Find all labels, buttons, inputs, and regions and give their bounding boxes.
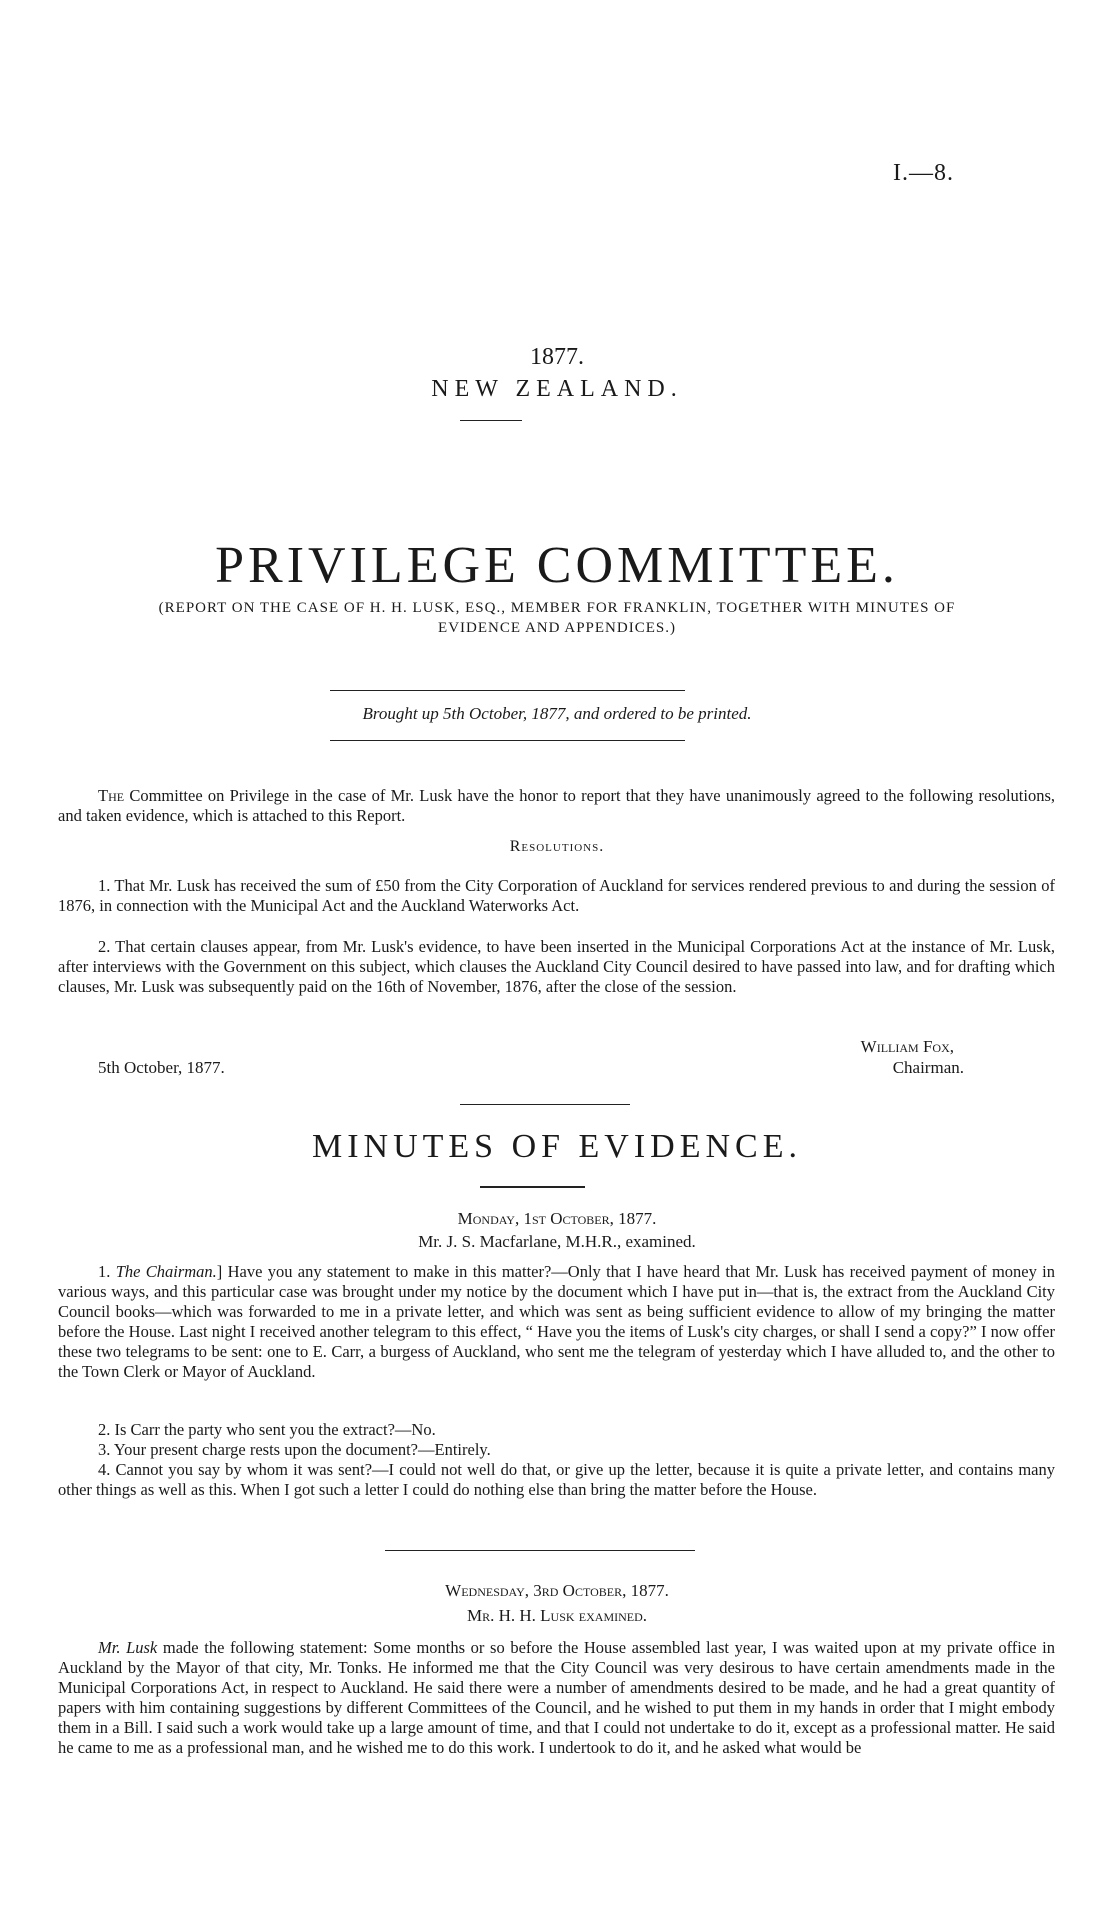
year: 1877.: [530, 344, 584, 370]
document-title: PRIVILEGE COMMITTEE.: [215, 537, 899, 594]
report-date: 5th October, 1877.: [98, 1058, 225, 1077]
evidence-question: 4. Cannot you say by whom it was sent?—I could not well do that, or give up the letter, because it is quite a private letter, and contains many other things as well as this. When I got such a letter I could do nothing else than bring the matter before the House.: [58, 1460, 1055, 1499]
intro-lead: The: [98, 786, 125, 805]
minutes-heading: MINUTES OF EVIDENCE.: [311, 1128, 803, 1165]
statement-text: made the following statement: Some months or so before the House assembled last year, I was waited upon at my private office in Auckland by the Mayor of that city, Mr. Tonks. He informed me that the City Council was very desirous to have certain amendments made in the Municipal Corporations Act, in respect to Auckland. He said there were a number of amendments desired to be made, and he had a great quantity of papers with him containing suggestions by different Committees of the Council, and he wished to put them in my hands in order that I might embody them in a Bill. I said such a work would take up a large amount of time, and that I could not undertake to do it, except as a professional matter. He said he came to me as a professional man, and he wished me to do this work. I undertook to do it, and he asked what would be: [58, 1638, 1055, 1757]
report-intro: [58, 786, 1055, 826]
question-speaker: The Chairman.: [115, 1262, 217, 1281]
lusk-statement: [58, 1638, 1055, 1758]
divider: [330, 690, 685, 691]
hearing-date: Wednesday, 3rd October, 1877.: [445, 1581, 669, 1600]
question-text: ] Have you any statement to make in this matter?—Only that I have heard that Mr. Lusk has received payment of money in various ways, and this particular case was brought under my notice by the document which I have put in—that is, the extract from the Auckland City Council books—which was forwarded to me in a private letter, and which was sent as being sufficient evidence to allow of my bringing the matter before the House. Last night I received another telegram to this effect, “ Have you the items of Lusk's city charges, or shall I send a copy?” I now offer these two telegrams to be sent: one to E. Carr, a burgess of Auckland, who sent me the telegram of yesterday which I have alluded to, and the other to the Town Clerk or Mayor of Auckland.: [58, 1262, 1056, 1381]
brought-up-note: Brought up 5th October, 1877, and ordered to be printed.: [362, 704, 752, 723]
question-number: 1.: [98, 1262, 116, 1281]
witness-text: Mr. J. S. Macfarlane, M.H.R., examined.: [418, 1232, 696, 1251]
witness-line: [0, 1232, 1114, 1252]
resolutions-heading: Resolutions.: [509, 838, 605, 855]
resolution-item: 2. That certain clauses appear, from Mr. Lusk's evidence, to have been inserted in the Municipal Corporations Act at the instance of Mr. Lusk, after interviews with the Government on this subject, which clauses the Auckland City Council desired to have passed into law, and for drafting which clauses, Mr. Lusk was subsequently paid on the 16th of November, 1876, after the close of the session.: [58, 937, 1055, 996]
evidence-question: 3. Your present charge rests upon the document?—Entirely.: [98, 1440, 491, 1459]
statement-speaker: Mr. Lusk: [98, 1638, 158, 1657]
resolution-item: 1. That Mr. Lusk has received the sum of £50 from the City Corporation of Auckland for services rendered previous to and during the session of 1876, in connection with the Municipal Act and the Auckland Waterworks Act.: [58, 876, 1055, 915]
witness-line: Mr. H. H. Lusk examined.: [466, 1606, 648, 1625]
divider: [385, 1550, 695, 1551]
divider: [460, 1104, 630, 1105]
divider: [460, 420, 522, 421]
document-subtitle: (REPORT ON THE CASE OF H. H. LUSK, ESQ., MEMBER FOR FRANKLIN, TOGETHER WITH MINUTES OF EVIDENCE AND APPENDICES.): [158, 600, 956, 636]
divider: [480, 1186, 585, 1188]
divider: [330, 740, 685, 741]
document-reference: I.—8.: [893, 160, 954, 186]
country-heading: NEW ZEALAND.: [431, 376, 683, 402]
evidence-question: [58, 1262, 1055, 1382]
intro-text: Committee on Privilege in the case of Mr. Lusk have the honor to report that they have unanimously agreed to the following resolutions, and taken evidence, which is attached to this Report.: [58, 786, 1055, 825]
hearing-date: Monday, 1st October, 1877.: [457, 1209, 657, 1228]
signatory-name: William Fox,: [860, 1037, 954, 1056]
evidence-question: 2. Is Carr the party who sent you the extract?—No.: [98, 1420, 436, 1439]
signatory-title: Chairman.: [892, 1058, 964, 1077]
